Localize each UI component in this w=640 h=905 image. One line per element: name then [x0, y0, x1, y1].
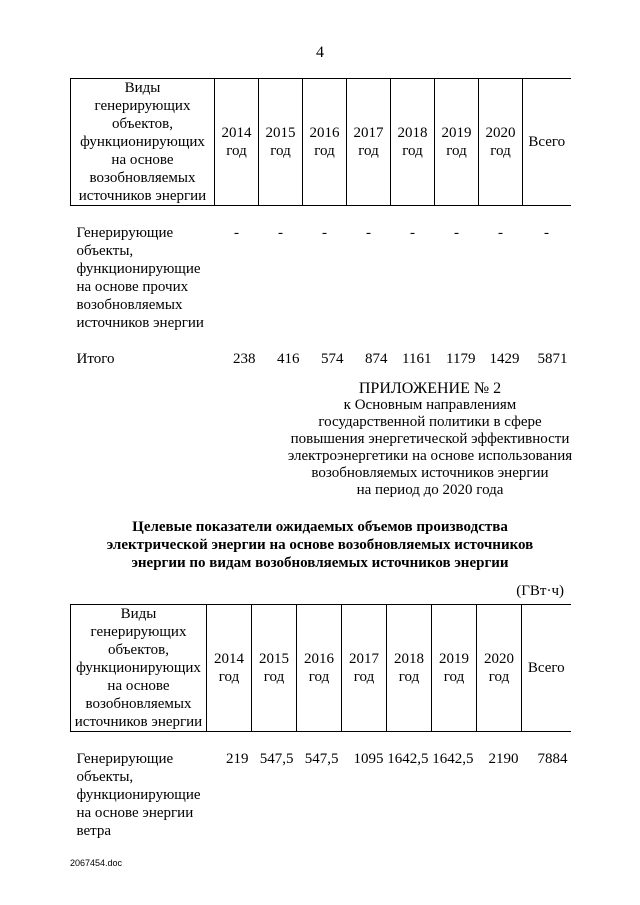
header-year-unit: год [263, 669, 285, 685]
header-year: 2014 [221, 125, 252, 141]
cell-value: 219 [226, 750, 249, 767]
annex-heading [270, 380, 590, 499]
header-year: 2015 [265, 125, 296, 141]
row-spacer [71, 206, 571, 224]
header-year: 2019 [441, 125, 472, 141]
row-spacer [71, 732, 571, 750]
header-year-2014 [215, 79, 259, 206]
row-label-line: объекты, [76, 242, 134, 259]
title-line: электрической энергии на основе возобновляемых источников [106, 537, 534, 553]
row-label-line: возобновляемых [76, 296, 183, 313]
cell-value: - [544, 224, 549, 241]
header-year-2019 [435, 79, 479, 206]
cell-value: 1642,5 [432, 750, 474, 767]
cell-value: 5871 [537, 350, 568, 367]
table-header-row [71, 605, 571, 732]
header-year-2017 [342, 605, 387, 732]
header-text-line: объектов, [108, 642, 169, 658]
row-label-line: ветра [76, 822, 112, 839]
header-year-unit: год [443, 669, 465, 685]
title-line: Целевые показатели ожидаемых объемов производства [132, 519, 508, 535]
unit-label: (ГВт·ч) [516, 583, 564, 599]
row-label-line: функционирующие [76, 786, 201, 803]
table-row [71, 750, 571, 840]
table-header-row [71, 79, 571, 206]
row-label-line: на основе энергии [76, 804, 194, 821]
annex-line: к Основным направлениям [343, 397, 517, 413]
header-year: 2019 [439, 651, 469, 667]
header-text-line: источников энергии [78, 188, 207, 204]
title-line: энергии по видам возобновляемых источников энергии [131, 555, 509, 571]
table-row [71, 350, 571, 368]
header-year-2014 [207, 605, 252, 732]
cell-value: - [410, 224, 415, 241]
header-text-line: генерирующих [94, 98, 191, 114]
header-total: Всего [523, 79, 571, 206]
header-year-unit: год [446, 143, 467, 159]
page-number: 4 [316, 44, 324, 61]
cell-value: 574 [321, 350, 344, 367]
header-year-unit: год [488, 669, 510, 685]
header-year-2018 [387, 605, 432, 732]
cell-value: - [366, 224, 371, 241]
header-year: 2016 [309, 125, 340, 141]
header-text-line: на основе [111, 152, 174, 168]
row-label [71, 224, 215, 332]
header-text-line: функционирующих [76, 660, 201, 676]
header-text-line: объектов, [112, 116, 173, 132]
row-label-line: на основе прочих [76, 278, 189, 295]
cell-value: 2190 [488, 750, 519, 767]
row-label-line: источников энергии [76, 314, 204, 331]
cell-value: 547,5 [304, 750, 339, 767]
annex-line: повышения энергетической эффективности [290, 431, 570, 447]
cell-value: - [322, 224, 327, 241]
cell-value: - [278, 224, 283, 241]
header-year-2020 [477, 605, 522, 732]
row-label-line: Генерирующие [76, 224, 174, 241]
header-year: 2017 [349, 651, 379, 667]
document-title [0, 518, 640, 572]
header-text-line: Виды [124, 80, 161, 96]
header-total: Всего [522, 605, 571, 732]
row-label [71, 350, 215, 368]
table-row [71, 224, 571, 332]
cell-value: - [234, 224, 239, 241]
header-year: 2018 [397, 125, 428, 141]
cell-value: 238 [233, 350, 256, 367]
footer-filename: 2067454.doc [70, 858, 123, 868]
header-year-2020 [479, 79, 523, 206]
header-year-unit: год [270, 143, 291, 159]
header-year-unit: год [490, 143, 511, 159]
annex-line: на период до 2020 года [356, 482, 504, 498]
row-label-line: Генерирующие [76, 750, 174, 767]
header-year-unit: год [402, 143, 423, 159]
annex-line: государственной политики в сфере [318, 414, 542, 430]
header-year-2016 [303, 79, 347, 206]
header-year-2017 [347, 79, 391, 206]
header-year-2019 [432, 605, 477, 732]
header-year-unit: год [314, 143, 335, 159]
header-object-type [71, 79, 215, 206]
header-year: 2020 [484, 651, 514, 667]
header-year: 2014 [214, 651, 244, 667]
annex-line: возобновляемых источников энергии [311, 465, 549, 481]
cell-value: 1161 [402, 350, 432, 367]
row-label [71, 750, 207, 840]
table-top [70, 78, 571, 368]
header-year: 2015 [259, 651, 289, 667]
header-year-unit: год [353, 669, 375, 685]
row-label-line: Итого [76, 350, 115, 367]
cell-value: 416 [277, 350, 300, 367]
cell-value: 874 [365, 350, 388, 367]
row-spacer [71, 332, 571, 350]
header-text-line: генерирующих [90, 624, 187, 640]
header-text-line: возобновляемых [89, 170, 196, 186]
cell-value: 1179 [446, 350, 476, 367]
cell-value: - [498, 224, 503, 241]
cell-value: 547,5 [259, 750, 294, 767]
table-bottom [70, 604, 571, 840]
row-label-line: функционирующие [76, 260, 201, 277]
header-year: 2017 [353, 125, 384, 141]
annex-number: ПРИЛОЖЕНИЕ № 2 [358, 380, 502, 397]
header-text-line: Виды [120, 606, 157, 622]
header-text-line: на основе [107, 678, 170, 694]
header-text-line: функционирующих [80, 134, 205, 150]
header-year-unit: год [218, 669, 240, 685]
cell-value: - [454, 224, 459, 241]
cell-value: 1095 [353, 750, 384, 767]
header-object-type [71, 605, 207, 732]
header-year-2015 [259, 79, 303, 206]
header-year-2016 [297, 605, 342, 732]
cell-value: 1429 [489, 350, 520, 367]
header-text-line: возобновляемых [85, 696, 192, 712]
header-year: 2018 [394, 651, 424, 667]
header-text-line: источников энергии [74, 714, 203, 730]
header-year: 2016 [304, 651, 334, 667]
cell-value: 1642,5 [387, 750, 429, 767]
header-year-unit: год [308, 669, 330, 685]
header-year-2015 [252, 605, 297, 732]
header-year-unit: год [226, 143, 247, 159]
header-year-unit: год [398, 669, 420, 685]
cell-value: 7884 [537, 750, 568, 767]
header-year: 2020 [485, 125, 516, 141]
annex-line: электроэнергетики на основе использования [287, 448, 573, 464]
header-year-unit: год [358, 143, 379, 159]
header-year-2018 [391, 79, 435, 206]
row-label-line: объекты, [76, 768, 134, 785]
